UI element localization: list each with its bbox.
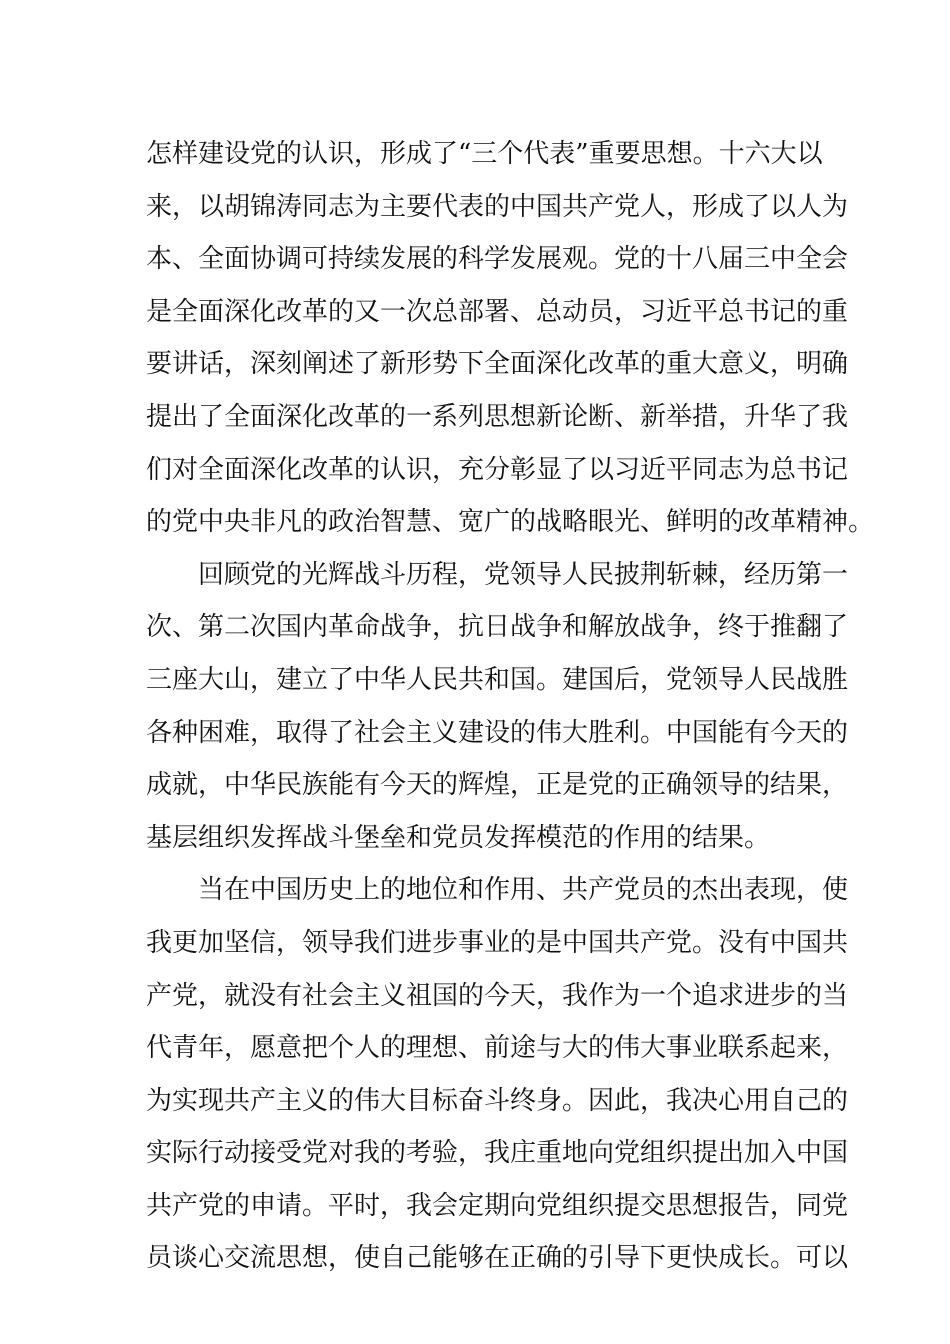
text-line: 的党中央非凡的政治智慧、宽广的战略眼光、鲜明的改革精神。 <box>146 507 875 538</box>
text-line: 成就，中华民族能有今天的辉煌，正是党的正确领导的结果， <box>146 770 849 801</box>
text-line: 实际行动接受党对我的考验，我庄重地向党组织提出加入中国 <box>146 1138 849 1169</box>
text-line: 各种困难，取得了社会主义建设的伟大胜利。中国能有今天的 <box>146 717 849 748</box>
text-line: 三座大山，建立了中华人民共和国。建国后，党领导人民战胜 <box>146 664 849 695</box>
text-line: 要讲话，深刻阐述了新形势下全面深化改革的重大意义，明确 <box>146 349 849 380</box>
text-line: 次、第二次国内革命战争，抗日战争和解放战争，终于推翻了 <box>146 612 849 643</box>
text-line: 们对全面深化改革的认识，充分彰显了以习近平同志为总书记 <box>146 454 849 485</box>
text-line: 当在中国历史上的地位和作用、共产党员的杰出表现，使 <box>198 875 849 906</box>
paragraph-2 <box>146 555 849 871</box>
text-line: 怎样建设党的认识，形成了“三个代表”重要思想。十六大以 <box>146 139 823 169</box>
text-line: 来，以胡锦涛同志为主要代表的中国共产党人，形成了以人为 <box>146 191 849 222</box>
text-line: 为实现共产主义的伟大目标奋斗终身。因此，我决心用自己的 <box>146 1085 849 1116</box>
text-line: 是全面深化改革的又一次总部署、总动员，习近平总书记的重 <box>146 296 849 327</box>
text-line: 共产党的申请。平时，我会定期向党组织提交思想报告，同党 <box>146 1190 849 1221</box>
body-text <box>146 134 875 1291</box>
text-line: 代青年，愿意把个人的理想、前途与大的伟大事业联系起来， <box>146 1033 849 1064</box>
text-line: 提出了全面深化改革的一系列思想新论断、新举措，升华了我 <box>146 401 849 432</box>
text-line: 本、全面协调可持续发展的科学发展观。党的十八届三中全会 <box>146 244 849 275</box>
paragraph-3 <box>146 870 849 1291</box>
text-line: 我更加坚信，领导我们进步事业的是中国共产党。没有中国共 <box>146 927 849 958</box>
text-line: 基层组织发挥战斗堡垒和党员发挥模范的作用的结果。 <box>146 822 771 853</box>
paragraph-1 <box>146 134 875 555</box>
text-line: 产党，就没有社会主义祖国的今天，我作为一个追求进步的当 <box>146 980 849 1011</box>
text-line: 回顾党的光辉战斗历程，党领导人民披荆斩棘，经历第一 <box>198 559 849 590</box>
text-line: 员谈心交流思想，使自己能够在正确的引导下更快成长。可以 <box>146 1243 849 1274</box>
